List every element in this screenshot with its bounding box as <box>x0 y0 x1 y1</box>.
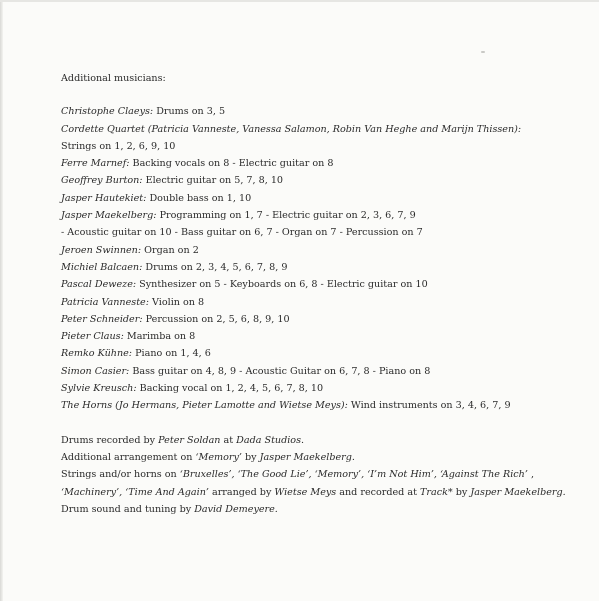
credit-text: Wind instruments on 3, 4, 6, 7, 9 <box>347 400 511 412</box>
credit-text: Backing vocal on 1, 2, 4, 5, 6, 7, 8, 10 <box>136 383 324 395</box>
page-top-edge <box>0 0 599 2</box>
credit-name-text: Geoffrey Burton: <box>61 175 143 187</box>
credit-name-text: Cordette Quartet (Patricia Vanneste, Vanessa Salamon, Robin Van Heghe and Marijn Thissen): <box>61 123 522 135</box>
credit-text: Strings on 1, 2, 6, 9, 10 <box>61 140 176 152</box>
musician-credit-line <box>61 276 586 293</box>
credit-name-text: Peter Schneider: <box>61 313 143 325</box>
credit-name-text: Jasper Maekelberg. <box>259 451 355 463</box>
credit-text: Organ on 2 <box>141 244 199 256</box>
credit-name-text: Wietse Meys <box>274 486 337 498</box>
credit-name-text: Ferre Marnef: <box>61 158 130 170</box>
credit-text: , <box>527 469 534 481</box>
musician-credit-line <box>61 224 586 241</box>
credit-name-text: ‘Memory’ <box>195 451 242 463</box>
production-credit-line <box>61 449 586 466</box>
credit-name-text: Jasper Hautekiet: <box>61 192 147 204</box>
credit-text: at <box>220 434 237 446</box>
credit-name-text: ‘Bruxelles’, ‘The Good Lie’, ‘Memory’, ‘I’m Not Him’, ‘Against The Rich’ <box>179 469 528 481</box>
credit-name-text: Jasper Maekelberg. <box>470 486 566 498</box>
production-credit-line <box>61 484 586 501</box>
section-gap <box>61 415 586 432</box>
credit-name-text: Michiel Balcaen: <box>61 261 143 273</box>
page-edge-shadow <box>0 0 3 601</box>
credit-name-text: Pieter Claus: <box>61 331 124 343</box>
musician-credit-line <box>61 242 586 259</box>
credit-text: Synthesizer on 5 - Keyboards on 6, 8 - Electric guitar on 10 <box>136 279 428 291</box>
credit-text: Programming on 1, 7 - Electric guitar on 2, 3, 6, 7, 9 <box>156 210 416 222</box>
credit-name-text: Jeroen Swinnen: <box>61 244 142 256</box>
musician-credit-line <box>61 121 586 138</box>
credit-name-text: Christophe Claeys: <box>61 106 154 118</box>
musician-credit-line <box>61 380 586 397</box>
credit-text: and recorded at <box>336 486 420 498</box>
production-credit-line <box>61 501 586 518</box>
musician-credit-line <box>61 190 586 207</box>
credit-name-text: Patricia Vanneste: <box>61 296 149 308</box>
paper-speck <box>481 51 485 53</box>
credit-text: Violin on 8 <box>148 296 205 308</box>
credit-name-text: Sylvie Kreusch: <box>61 383 137 395</box>
musician-credit-line <box>61 259 586 276</box>
liner-notes <box>61 70 586 518</box>
musician-credit-line <box>61 397 586 414</box>
musician-credit-line <box>61 103 586 120</box>
musician-credit-line <box>61 172 586 189</box>
credit-text: by <box>452 486 471 498</box>
credit-name-text: Peter Soldan <box>158 434 221 446</box>
credit-text: - Acoustic guitar on 10 - Bass guitar on 6, 7 - Organ on 7 - Percussion on 7 <box>61 227 423 239</box>
credit-text: Drums recorded by <box>61 434 159 446</box>
credit-text: Drums on 3, 5 <box>153 106 226 118</box>
credit-text: Backing vocals on 8 - Electric guitar on 8 <box>129 158 334 170</box>
musician-credit-line <box>61 138 586 155</box>
musician-credit-line <box>61 207 586 224</box>
credit-text: arranged by <box>208 486 275 498</box>
credit-text: Piano on 1, 4, 6 <box>132 348 211 360</box>
section-heading: Additional musicians: <box>61 73 166 84</box>
musician-credit-line <box>61 328 586 345</box>
production-credit-line <box>61 466 586 483</box>
credit-text: Additional arrangement on <box>61 451 196 463</box>
musician-credit-line <box>61 363 586 380</box>
credit-text: Double bass on 1, 10 <box>146 192 252 204</box>
musician-credit-line <box>61 345 586 362</box>
credit-text: Drums on 2, 3, 4, 5, 6, 7, 8, 9 <box>142 261 288 273</box>
musician-credit-line <box>61 311 586 328</box>
musician-credit-line <box>61 155 586 172</box>
credit-text: Electric guitar on 5, 7, 8, 10 <box>142 175 284 187</box>
production-credit-line <box>61 432 586 449</box>
credit-text: by <box>241 451 260 463</box>
credit-name-text: Dada Studios. <box>236 434 305 446</box>
credit-name-text: David Demeyere. <box>194 503 278 515</box>
musician-credits-list <box>61 103 586 414</box>
production-credits-list <box>61 432 586 518</box>
credit-text: Percussion on 2, 5, 6, 8, 9, 10 <box>142 313 290 325</box>
credit-text: Drum sound and tuning by <box>61 503 195 515</box>
credit-text: Marimba on 8 <box>123 331 196 343</box>
credit-name-text: The Horns (Jo Hermans, Pieter Lamotte and Wietse Meys): <box>61 400 348 412</box>
credit-text: Bass guitar on 4, 8, 9 - Acoustic Guitar on 6, 7, 8 - Piano on 8 <box>129 365 431 377</box>
credit-name-text: Track* <box>420 486 453 498</box>
credit-name-text: ‘Machinery’, ‘Time And Again’ <box>61 486 209 498</box>
credit-name-text: Jasper Maekelberg: <box>61 210 157 222</box>
credit-text: Strings and/or horns on <box>61 469 180 481</box>
credit-name-text: Pascal Deweze: <box>61 279 137 291</box>
credit-name-text: Remko Kühne: <box>61 348 133 360</box>
credit-name-text: Simon Casier: <box>61 365 130 377</box>
musician-credit-line <box>61 294 586 311</box>
